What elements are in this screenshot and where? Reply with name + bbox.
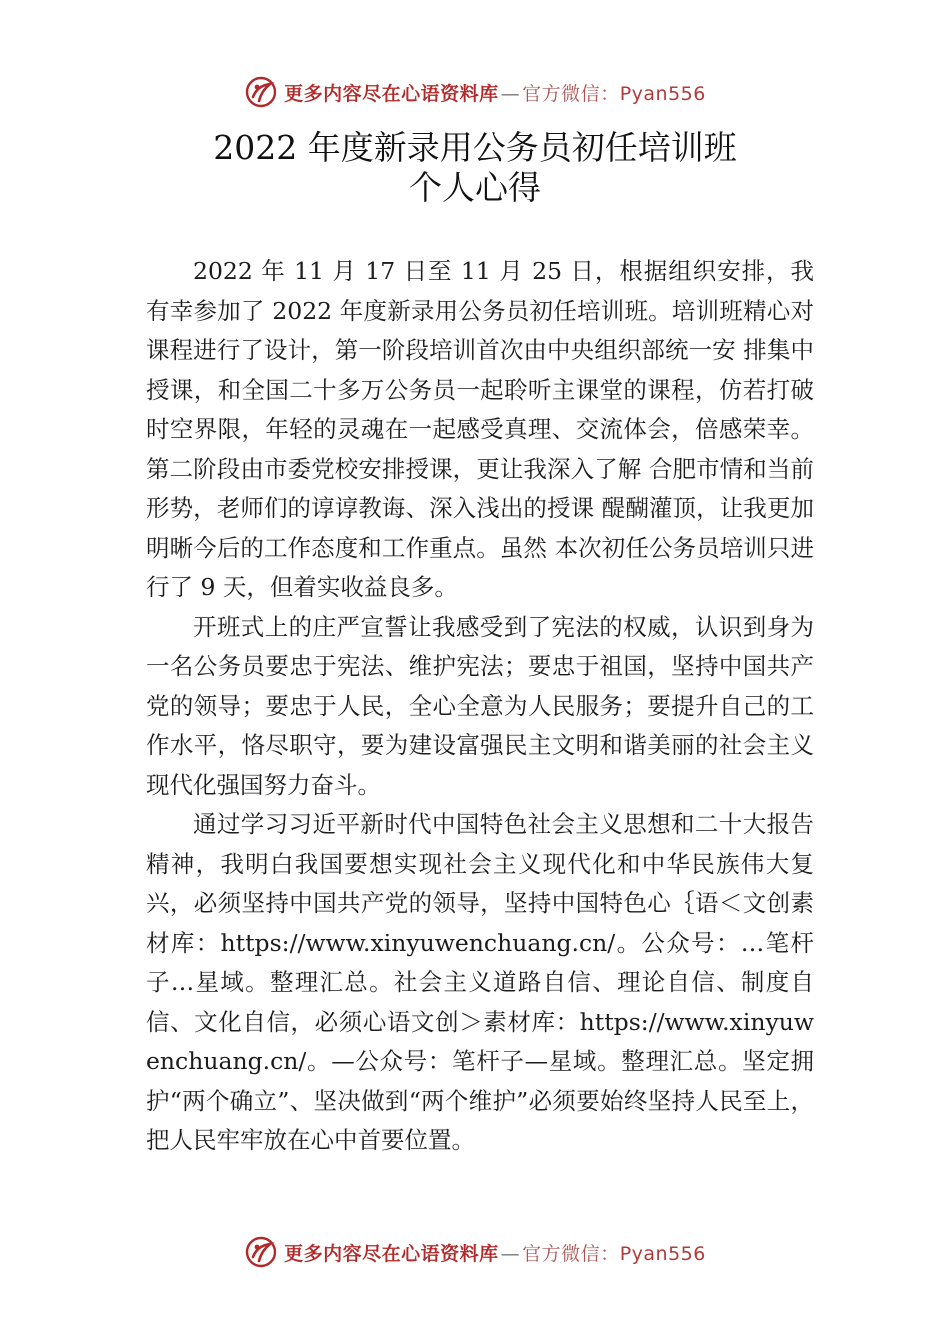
banner-dash: —: [500, 82, 521, 105]
paragraph-1: 2022 年 11 月 17 日至 11 月 25 日，根据组织安排，我有幸参加了 2022 年度新录用公务员初任培训班。培训班精心对课程进行了设计，第一阶段培训首次由中央组织部统一安 排集中授课，和全国二十多万公务员一起聆听主课堂的课程，仿若打破时空界限，年轻的灵魂在一起感受真理、交流体会，倍感荣幸。第二阶段由市委党校安排授课，更让我深入了解 合肥市情和当前形势，老师们的谆谆教诲、深入浅出的授课 醍醐灌顶，让我更加明晰今后的工作态度和工作重点。虽然 本次初任公务员培训只进行了 9 天，但着实收益良多。: [146, 257, 814, 601]
paragraph-3: 通过学习习近平新时代中国特色社会主义思想和二十大报告精神，我明白我国要想实现社会主义现代化和中华民族伟大复兴，必须坚持中国共产党的领导，坚持中国特色心｛语＜文创素材库：https://www.xinyuwenchuang.cn/。公众号：…笔杆子…星域。整理汇总。社会主义道路自信、理论自信、制度自信、文化自信，必须心语文创＞素材库：https://www.xinyuwenchuang.cn/。—公众号：笔杆子—星域。整理汇总。坚定拥护“两个确立”、坚决做到“两个维护”必须要始终坚持人民至上，把人民牢牢放在心中首要位置。: [146, 810, 814, 1154]
paragraph-2: 开班式上的庄严宣誓让我感受到了宪法的权威，认识到身为一名公务员要忠于宪法、维护宪法；要忠于祖国，坚持中国共产党的领导；要忠于人民，全心全意为人民服务；要提升自己的工作水平，恪尽职守，要为建设富强民主文明和谐美丽的社会主义现代化强国努力奋斗。: [146, 612, 814, 799]
banner-wechat-label: 官方微信：: [522, 1242, 620, 1265]
banner-text: [284, 1239, 706, 1266]
banner-main-text: 更多内容尽在心语资料库: [284, 1242, 499, 1265]
seal-logo-icon: [244, 75, 278, 109]
document-title-line1: 2022 年度新录用公务员初任培训班: [213, 128, 737, 167]
banner-text: [284, 79, 706, 106]
banner-wechat-id: Pyan556: [619, 82, 706, 105]
header-banner: [0, 72, 950, 112]
footer-banner: [0, 1232, 950, 1272]
seal-logo-icon: [244, 1235, 278, 1269]
banner-dash: —: [500, 1242, 521, 1265]
banner-wechat-label: 官方微信：: [522, 82, 620, 105]
banner-wechat-id: Pyan556: [619, 1242, 706, 1265]
document-title-line2: 个人心得: [409, 168, 541, 207]
document-body: [146, 252, 814, 1161]
banner-main-text: 更多内容尽在心语资料库: [284, 82, 499, 105]
